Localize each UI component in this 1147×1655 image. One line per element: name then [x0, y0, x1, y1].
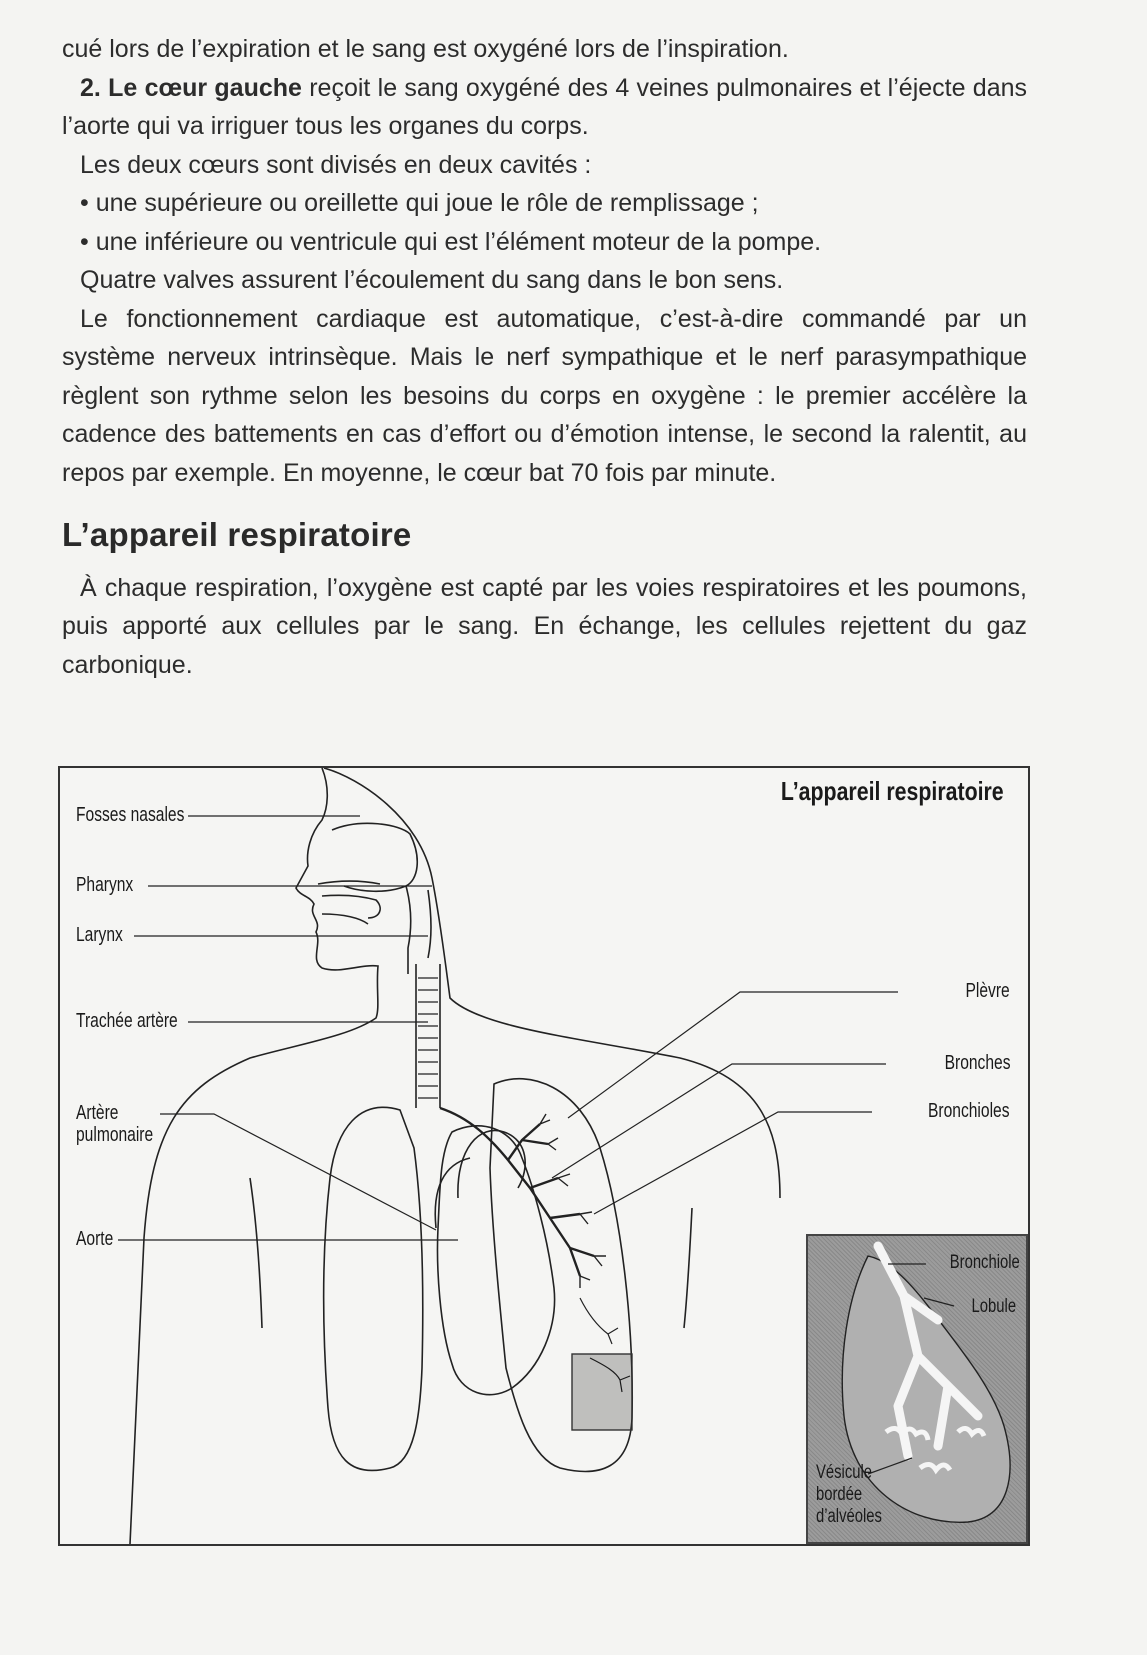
paragraph-2 [62, 69, 1027, 146]
respiratory-figure [58, 766, 1030, 1546]
arm-left [250, 1178, 262, 1328]
label-larynx: Larynx [76, 924, 123, 946]
label-artere-line2: pulmonaire [76, 1124, 154, 1146]
paragraph-2-lead: 2. Le cœur gauche [80, 73, 302, 102]
label-bronches: Bronches [944, 1052, 1010, 1074]
arm-right [684, 1208, 692, 1328]
inset-label-vesicule [816, 1462, 882, 1528]
inset-vesicule-line3: d’alvéoles [816, 1506, 882, 1527]
figure-title: L’appareil respiratoire [781, 776, 1004, 806]
body-outline-right [324, 768, 780, 1198]
paragraph-4: Quatre valves assurent l’écoulement du sang dans le bon sens. [80, 266, 784, 294]
section-heading: L’appareil respiratoire [62, 516, 412, 553]
label-bronchioles: Bronchioles [928, 1100, 1010, 1122]
paragraph-1: cué lors de l’expiration et le sang est oxygéné lors de l’inspiration. [62, 35, 789, 63]
paragraph-5: Le fonctionnement cardiaque est automatique, c’est-à-dire commandé par un système nerveux intrinsèque. Mais le nerf sympathique et le nerf parasympathique règlent son rythme selon les besoins du corps en oxygène : le premier accélère la cadence des battements en cas d’effort ou d’émotion intense, le second la ralentit, au repos par exemple. En moyenne, le cœur bat 70 fois par minute. [62, 304, 1027, 487]
inset-vesicule-line2: bordée [816, 1484, 863, 1505]
label-pharynx: Pharynx [76, 874, 134, 896]
pharynx [406, 886, 431, 974]
inset-label-lobule: Lobule [971, 1296, 1016, 1317]
leader-plevre [568, 992, 898, 1118]
label-fosses-nasales: Fosses nasales [76, 804, 185, 826]
label-artere-line1: Artère [76, 1102, 119, 1124]
inset-highlight-box [572, 1354, 632, 1430]
label-trachee-artere: Trachée artère [76, 1010, 178, 1032]
label-plevre: Plèvre [965, 980, 1010, 1002]
paragraph-2-text: reçoit le sang oxygéné des 4 veines pulmonaires et l’éjecte dans l’aorte qui va irriguer tous les organes du corps. [62, 73, 1028, 140]
lobule-inset [806, 1234, 1028, 1544]
left-lung [324, 1107, 423, 1470]
inset-label-bronchiole: Bronchiole [949, 1252, 1020, 1273]
body-outline [130, 768, 378, 1544]
paragraph-3: Les deux cœurs sont divisés en deux cavités : [80, 150, 592, 179]
leader-bronchioles [594, 1112, 872, 1214]
bronchi [440, 1108, 594, 1276]
section-intro: À chaque respiration, l’oxygène est capté par les voies respiratoires et les poumons, puis apporté aux cellules par le sang. En échange, les cellules rejettent du gaz carbonique. [62, 573, 1027, 679]
inset-leader-lobule [924, 1298, 954, 1306]
bullet-item-2: • une inférieure ou ventricule qui est l’élément moteur de la pompe. [80, 227, 822, 256]
body-text [62, 30, 1027, 684]
label-artere-pulmonaire [76, 1102, 153, 1146]
bullet-item-1: • une supérieure ou oreillette qui joue le rôle de remplissage ; [80, 189, 759, 217]
leader-bronches [552, 1064, 886, 1178]
leader-artere [160, 1114, 436, 1230]
label-aorte: Aorte [76, 1228, 114, 1250]
trachea-rings [418, 978, 438, 1098]
inset-vesicule-line1: Vésicule [816, 1462, 873, 1483]
